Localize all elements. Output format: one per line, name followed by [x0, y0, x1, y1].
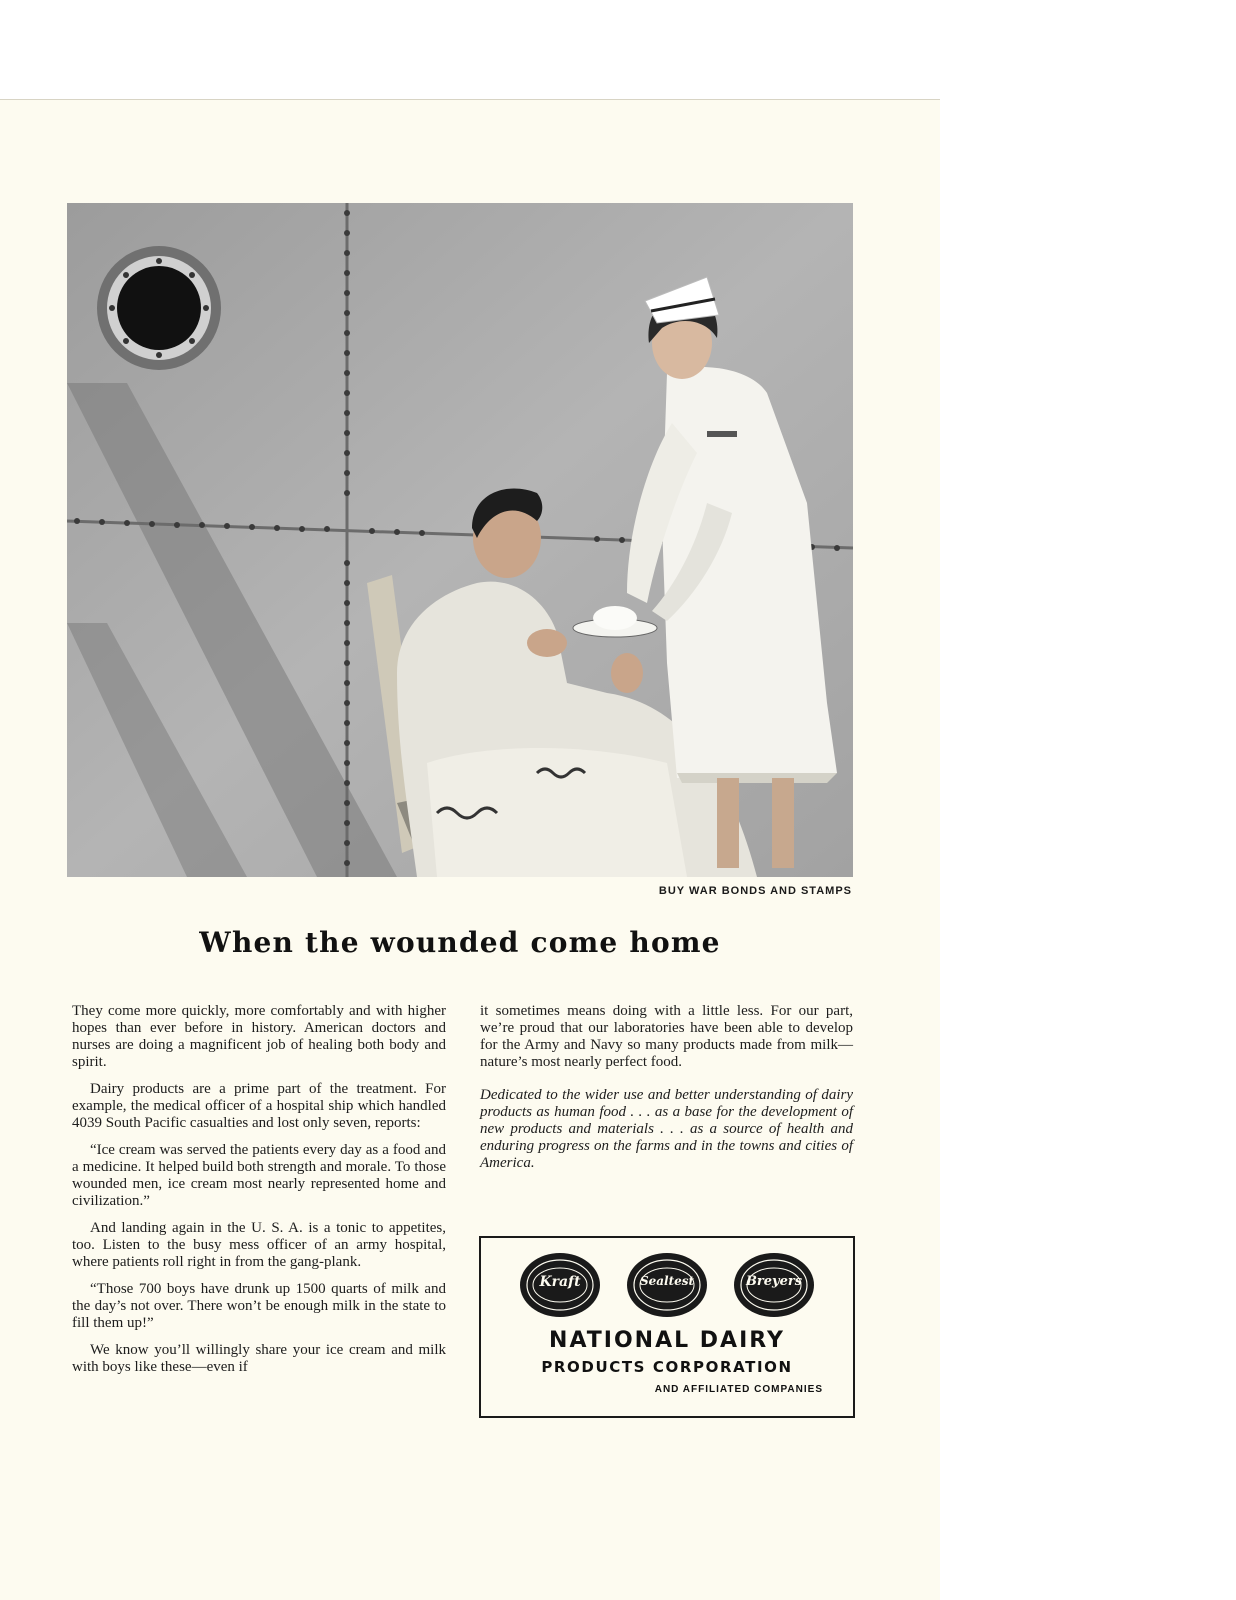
brand-seals [519, 1252, 819, 1318]
dedication-paragraph: Dedicated to the wider use and better understanding of dairy products as human food . . . as a base for the development of new products and materials . . . as a source of health and enduring progress on the farms and in the towns and cities of America. [480, 1087, 853, 1171]
war-bonds-caption: BUY WAR BONDS AND STAMPS [658, 885, 852, 897]
photo-illustration [67, 203, 853, 877]
company-subtitle: PRODUCTS CORPORATION [541, 1358, 793, 1376]
sealtest-seal [626, 1252, 708, 1318]
paragraph: Dairy products are a prime part of the treatment. For example, the medical officer of a hospital ship which handled 4039 South Pacific casualties and lost only seven, reports: [72, 1081, 446, 1131]
brand-name: Kraft [539, 1274, 581, 1290]
kraft-seal [519, 1252, 601, 1318]
paragraph: it sometimes means doing with a little less. For our part, we’re proud that our laboratories have been able to develop for the Army and Navy so many products made from milk—nature’s most nearly perfect food. [480, 1003, 853, 1070]
paragraph: And landing again in the U. S. A. is a tonic to appetites, too. Listen to the busy mess officer of an army hospital, where patients roll right in from the gang-plank. [72, 1220, 446, 1270]
body-column-left [72, 1003, 446, 1386]
company-logo-box [479, 1236, 855, 1418]
company-name: NATIONAL DAIRY [549, 1328, 785, 1353]
paragraph: They come more quickly, more comfortably and with higher hopes than ever before in history. American doctors and nurses are doing a magnificent job of healing both body and spirit. [72, 1003, 446, 1070]
photograph-nurse-and-patient [67, 203, 853, 877]
paragraph: We know you’ll willingly share your ice cream and milk with boys like these—even if [72, 1342, 446, 1375]
breyers-seal [733, 1252, 815, 1318]
brand-name: Sealtest [639, 1274, 695, 1288]
paragraph: “Ice cream was served the patients every day as a food and a medicine. It helped build both strength and morale. To those wounded men, ice cream most nearly represented home and civilization.” [72, 1142, 446, 1209]
headline: When the wounded come home [199, 926, 721, 959]
affiliates-line: AND AFFILIATED COMPANIES [654, 1384, 823, 1395]
brand-name: Breyers [745, 1274, 803, 1289]
body-column-right [480, 1003, 853, 1182]
paragraph: “Those 700 boys have drunk up 1500 quarts of milk and the day’s not over. There won’t be enough milk in the state to fill them up!” [72, 1281, 446, 1331]
